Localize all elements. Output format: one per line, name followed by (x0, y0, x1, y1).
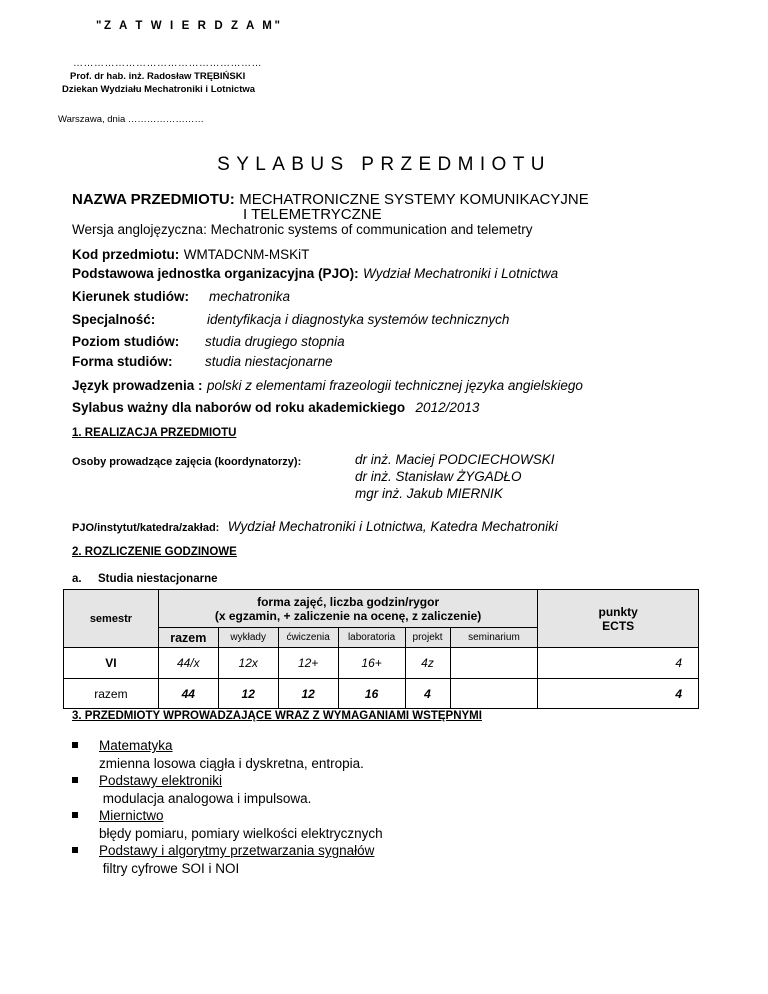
list-item (72, 842, 383, 877)
prereq-subject: Podstawy elektroniki (99, 773, 223, 788)
col-cwiczenia: ćwiczenia (278, 628, 338, 648)
syllabus-valid-label: Sylabus ważny dla naborów od roku akademickiego (72, 400, 406, 415)
section3-title: 3. PRZEDMIOTY WPROWADZAJĄCE WRAZ Z WYMAGANIAMI WSTĘPNYMI (72, 710, 482, 722)
pjo (72, 265, 558, 283)
form-header-line2: (x egzamin, + zaliczenie na ocenę, z zaliczenie) (214, 608, 482, 623)
level-label: Poziom studiów: (72, 334, 180, 349)
unit-value: Wydział Mechatroniki i Lotnictwa, Katedra Mechatroniki (227, 519, 558, 534)
cell-wyklady: 12 (218, 679, 278, 709)
list-item (72, 772, 383, 807)
subsection-title: Studia niestacjonarne (98, 573, 218, 585)
table-row (64, 648, 699, 679)
cell-ects: 4 (538, 648, 699, 679)
prereq-subject: Miernictwo (99, 808, 164, 823)
cell-razem: 44 (158, 679, 218, 709)
english-version-value: Mechatronic systems of communication and telemetry (210, 222, 533, 237)
cell-semester: razem (64, 679, 159, 709)
section2-title: 2. ROZLICZENIE GODZINOWE (72, 546, 237, 558)
cell-laboratoria: 16 (338, 679, 405, 709)
spec-label: Specjalność: (72, 312, 156, 327)
cell-projekt: 4z (405, 648, 450, 679)
col-projekt: projekt (405, 628, 450, 648)
coordinators-label: Osoby prowadzące zajęcia (koordynatorzy): (72, 456, 302, 468)
form-value: studia niestacjonarne (205, 354, 333, 369)
language (72, 377, 583, 395)
approval-heading: "Z A T W I E R D Z A M" (96, 20, 283, 32)
syllabus-valid (72, 399, 479, 417)
subsection-letter: a. (72, 573, 82, 585)
bullet-icon (72, 847, 78, 853)
prereq-desc: błędy pomiaru, pomiary wielkości elektrycznych (99, 825, 383, 841)
prereq-desc: zmienna losowa ciągła i dyskretna, entropia. (99, 755, 364, 771)
coordinator-1: dr inż. Maciej PODCIECHOWSKI (355, 452, 555, 467)
pjo-value: Wydział Mechatroniki i Lotnictwa (363, 266, 559, 281)
english-version (72, 222, 532, 237)
form-label: Forma studiów: (72, 354, 173, 369)
language-label: Język prowadzenia : (72, 378, 203, 393)
course-name-line1: MECHATRONICZNE SYSTEMY KOMUNIKACYJNE (239, 191, 589, 208)
table-row (64, 679, 699, 709)
signature-line: ……………………………………………… (73, 58, 262, 69)
coordinator-2: dr inż. Stanisław ŻYGADŁO (355, 469, 522, 484)
field-value: mechatronika (209, 289, 291, 304)
cell-seminarium (450, 648, 538, 679)
form-header (158, 590, 538, 628)
cell-wyklady: 12x (218, 648, 278, 679)
cell-laboratoria: 16+ (338, 648, 405, 679)
cell-cwiczenia: 12+ (278, 648, 338, 679)
level-value: studia drugiego stopnia (205, 334, 345, 349)
unit (72, 518, 558, 536)
ects-header-line1: punkty (598, 604, 638, 619)
col-laboratoria: laboratoria (338, 628, 405, 648)
ects-header-line2: ECTS (602, 618, 635, 633)
prereq-desc: modulacja analogowa i impulsowa. (99, 790, 312, 806)
hours-table (63, 589, 699, 709)
cell-razem: 44/x (158, 648, 218, 679)
bullet-icon (72, 742, 78, 748)
cell-cwiczenia: 12 (278, 679, 338, 709)
course-code-label: Kod przedmiotu: (72, 247, 180, 262)
course-name-line2: I TELEMETRYCZNE (243, 206, 382, 223)
signer-role: Dziekan Wydziału Mechatroniki i Lotnictwa (62, 84, 256, 95)
section1-title: 1. REALIZACJA PRZEDMIOTU (72, 427, 237, 439)
form-header-line1: forma zajęć, liczba godzin/rygor (257, 594, 440, 609)
cell-seminarium (450, 679, 538, 709)
date-line: Warszawa, dnia …………………… (58, 114, 204, 125)
unit-label: PJO/instytut/katedra/zakład: (72, 522, 220, 534)
ects-header (538, 590, 699, 648)
pjo-label: Podstawowa jednostka organizacyjna (PJO): (72, 266, 359, 281)
prerequisites-list (72, 737, 383, 877)
prereq-subject: Podstawy i algorytmy przetwarzania sygnałów (99, 843, 375, 858)
course-name-label: NAZWA PRZEDMIOTU: (72, 191, 235, 208)
bullet-icon (72, 777, 78, 783)
signer-name: Prof. dr hab. inż. Radosław TRĘBIŃSKI (70, 71, 246, 82)
semester-header: semestr (64, 590, 159, 648)
list-item (72, 807, 383, 842)
coordinator-3: mgr inż. Jakub MIERNIK (355, 486, 503, 501)
language-value: polski z elementami frazeologii technicznej języka angielskiego (207, 378, 583, 393)
course-code-value: WMTADCNM-MSKiT (183, 247, 310, 262)
prereq-subject: Matematyka (99, 738, 173, 753)
col-seminarium: seminarium (450, 628, 538, 648)
cell-projekt: 4 (405, 679, 450, 709)
list-item (72, 737, 383, 772)
page-title: SYLABUS PRZEDMIOTU (217, 154, 551, 175)
bullet-icon (72, 812, 78, 818)
prereq-desc: filtry cyfrowe SOI i NOI (99, 860, 240, 876)
col-wyklady: wykłady (218, 628, 278, 648)
course-code (72, 246, 309, 264)
cell-ects: 4 (538, 679, 699, 709)
syllabus-valid-value: 2012/2013 (415, 400, 480, 415)
spec-value: identyfikacja i diagnostyka systemów technicznych (207, 312, 510, 327)
col-razem: razem (158, 628, 218, 648)
english-version-label: Wersja anglojęzyczna: (72, 222, 207, 237)
cell-semester: VI (64, 648, 159, 679)
field-label: Kierunek studiów: (72, 289, 190, 304)
